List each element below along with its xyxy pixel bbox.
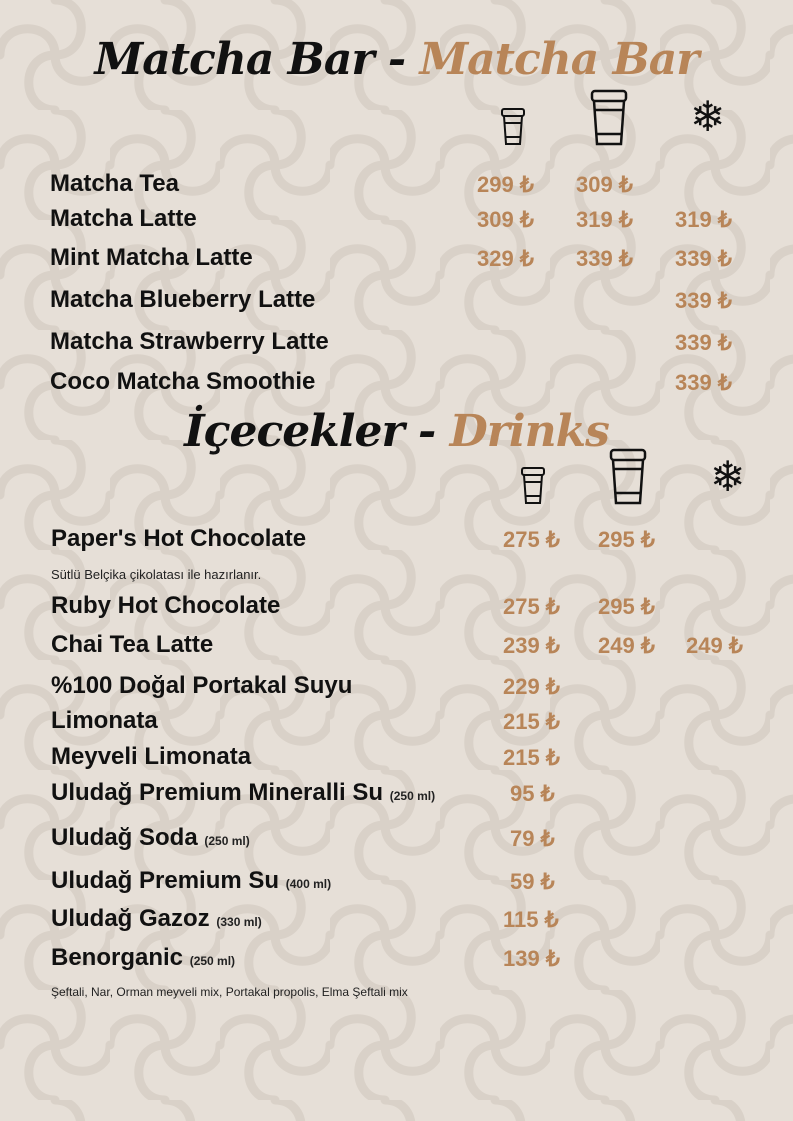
item-size: (330 ml) bbox=[216, 915, 262, 929]
item-size: (400 ml) bbox=[285, 877, 332, 891]
price-small: 215 ₺ bbox=[503, 745, 560, 770]
item-description: Şeftali, Nar, Orman meyveli mix, Portakal propolis, Elma Şeftali mix bbox=[51, 985, 408, 999]
menu-item-name: Mint Matcha Latte bbox=[50, 244, 253, 271]
price-iced: 339 ₺ bbox=[675, 246, 732, 271]
item-size: (250 ml) bbox=[189, 954, 236, 968]
price-iced: 319 ₺ bbox=[675, 207, 732, 232]
menu-item-row bbox=[51, 946, 235, 970]
price-small: 95 ₺ bbox=[510, 781, 555, 806]
menu-item-name: Uludağ Gazoz bbox=[51, 905, 210, 932]
price-small: 329 ₺ bbox=[477, 246, 534, 271]
menu-item-name: Matcha Tea bbox=[50, 170, 179, 197]
snowflake-icon: ❄ bbox=[710, 452, 746, 501]
price-large: 249 ₺ bbox=[598, 633, 655, 658]
matcha-title-en: Matcha Bar bbox=[419, 34, 699, 85]
menu-item-row bbox=[51, 907, 262, 931]
price-small: 215 ₺ bbox=[503, 709, 560, 734]
price-small: 299 ₺ bbox=[477, 172, 534, 197]
menu-item-name: Uludağ Premium Mineralli Su bbox=[51, 779, 384, 806]
price-large: 309 ₺ bbox=[576, 172, 633, 197]
large-cup-icon bbox=[609, 448, 647, 506]
item-description: Sütlü Belçika çikolatası ile hazırlanır. bbox=[51, 567, 262, 582]
price-iced: 339 ₺ bbox=[675, 370, 732, 395]
small-cup-icon bbox=[501, 108, 525, 146]
price-small: 59 ₺ bbox=[510, 869, 555, 894]
drinks-title-en: Drinks bbox=[449, 406, 609, 457]
menu-item-name: %100 Doğal Portakal Suyu bbox=[51, 672, 353, 699]
menu-item-name: Chai Tea Latte bbox=[51, 631, 214, 658]
price-small: 79 ₺ bbox=[510, 826, 555, 851]
price-small: 275 ₺ bbox=[503, 527, 560, 552]
small-cup-icon bbox=[521, 467, 545, 505]
menu-item-row bbox=[51, 869, 331, 893]
menu-item-row bbox=[51, 781, 435, 805]
menu-item-row bbox=[51, 826, 250, 850]
item-size: (250 ml) bbox=[389, 789, 436, 803]
snowflake-icon: ❄ bbox=[690, 92, 726, 141]
price-small: 115 ₺ bbox=[503, 907, 559, 932]
menu-item-name: Paper's Hot Chocolate bbox=[51, 525, 307, 552]
menu-item-name: Uludağ Soda bbox=[51, 824, 198, 851]
menu-item-name: Matcha Latte bbox=[50, 205, 197, 232]
price-small: 239 ₺ bbox=[503, 633, 560, 658]
price-small: 139 ₺ bbox=[503, 946, 560, 971]
price-small: 229 ₺ bbox=[503, 674, 560, 699]
menu-item-name: Meyveli Limonata bbox=[51, 743, 252, 770]
menu-item-name: Uludağ Premium Su bbox=[51, 867, 280, 894]
item-size: (250 ml) bbox=[204, 834, 250, 848]
price-small: 309 ₺ bbox=[477, 207, 534, 232]
drinks-section-title bbox=[0, 406, 793, 457]
price-iced: 339 ₺ bbox=[675, 330, 732, 355]
menu-item-name: Limonata bbox=[51, 707, 158, 734]
menu-item-name: Ruby Hot Chocolate bbox=[51, 592, 281, 619]
price-small: 275 ₺ bbox=[503, 594, 560, 619]
drinks-title-separator: - bbox=[403, 406, 450, 457]
price-large: 295 ₺ bbox=[598, 527, 655, 552]
matcha-title-separator: - bbox=[373, 34, 420, 85]
matcha-title-tr: Matcha Bar bbox=[94, 34, 374, 85]
large-cup-icon bbox=[590, 89, 628, 147]
menu-item-name: Coco Matcha Smoothie bbox=[50, 368, 316, 395]
matcha-section-title bbox=[0, 34, 793, 85]
menu-item-name: Matcha Blueberry Latte bbox=[50, 286, 316, 313]
price-large: 319 ₺ bbox=[576, 207, 633, 232]
drinks-title-tr: İçecekler bbox=[184, 406, 404, 457]
menu-item-name: Matcha Strawberry Latte bbox=[50, 328, 329, 355]
menu-item-name: Benorganic bbox=[51, 944, 184, 971]
price-large: 339 ₺ bbox=[576, 246, 633, 271]
price-iced: 339 ₺ bbox=[675, 288, 732, 313]
price-iced: 249 ₺ bbox=[686, 633, 743, 658]
price-large: 295 ₺ bbox=[598, 594, 655, 619]
